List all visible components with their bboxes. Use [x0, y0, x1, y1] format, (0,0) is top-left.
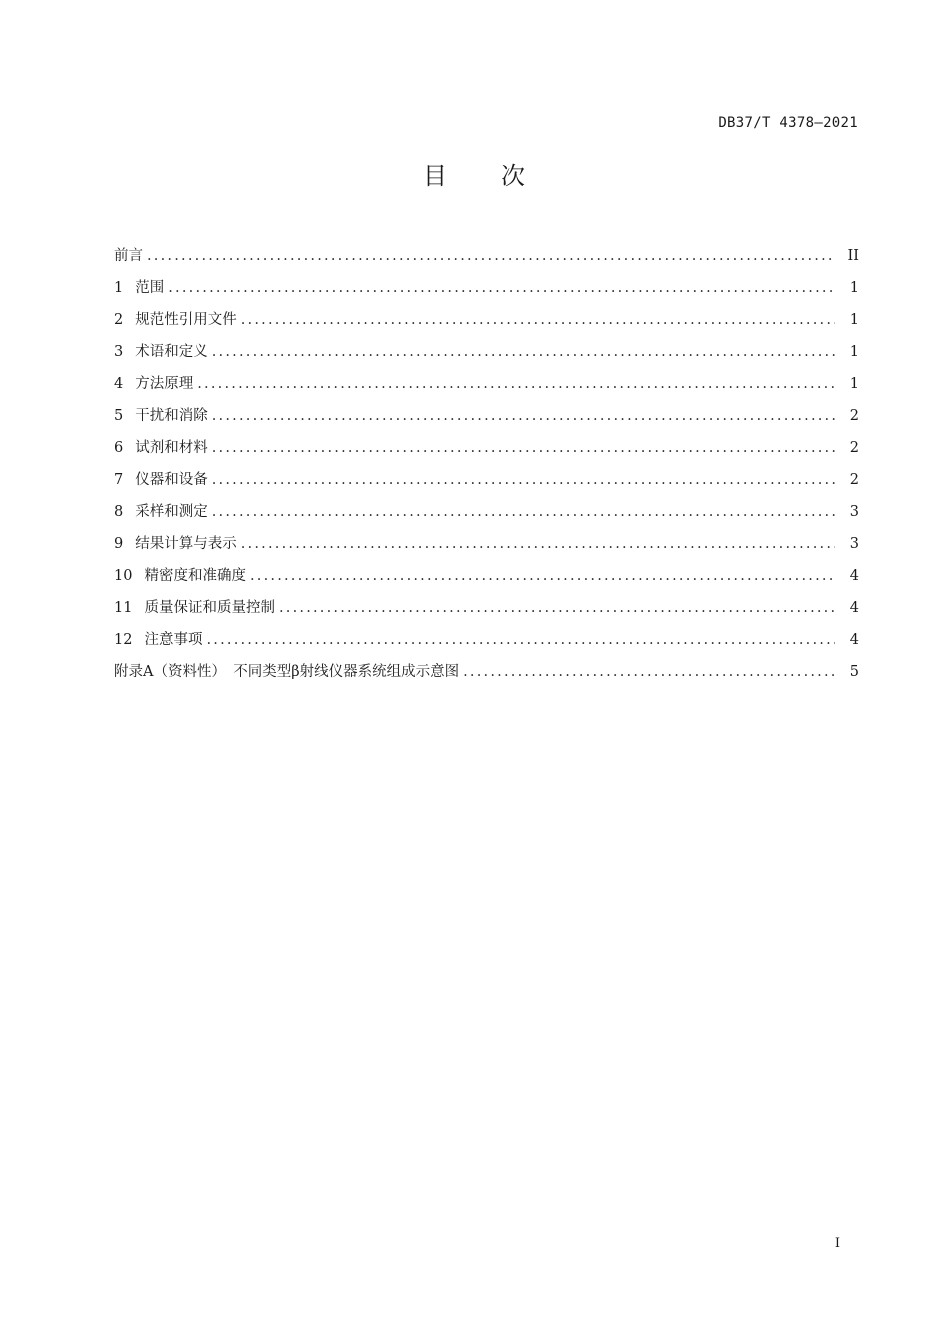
toc-entry-foreword[interactable] [114, 244, 859, 276]
toc-page-number: 3 [849, 504, 859, 520]
toc-leader [147, 248, 835, 264]
page-number: I [834, 1236, 840, 1251]
toc-label: 附录A（资料性） 不同类型β射线仪器系统组成示意图 [114, 664, 460, 680]
toc-section-number: 8 [114, 504, 124, 520]
toc-leader [168, 280, 835, 296]
toc-label: 试剂和材料 [135, 440, 208, 456]
toc-page-number: 2 [849, 472, 859, 488]
toc-page-number: 1 [849, 312, 859, 328]
toc-page-number: 2 [849, 440, 859, 456]
toc-leader [212, 440, 835, 456]
toc-section-number: 12 [114, 632, 133, 648]
toc-page-number: 1 [849, 344, 859, 360]
toc-section-number: 10 [114, 568, 133, 584]
toc-leader [206, 632, 835, 648]
toc-page-number: 3 [849, 536, 859, 552]
toc-label: 前言 [114, 248, 143, 264]
toc-page-number: 2 [849, 408, 859, 424]
toc-entry-1[interactable] [114, 276, 859, 308]
toc-leader [250, 568, 835, 584]
toc-label: 术语和定义 [135, 344, 208, 360]
toc-leader [212, 408, 835, 424]
toc-entry-10[interactable] [114, 564, 859, 596]
toc-label: 精密度和准确度 [144, 568, 246, 584]
toc-label: 注意事项 [144, 632, 203, 648]
toc-entry-5[interactable] [114, 404, 859, 436]
toc-label: 方法原理 [135, 376, 194, 392]
toc-leader [241, 536, 835, 552]
toc-page-number: 1 [849, 280, 859, 296]
toc-section-number: 11 [114, 600, 133, 616]
toc-page-number: II [847, 248, 859, 264]
toc-section-number: 5 [114, 408, 124, 424]
toc-leader [197, 376, 835, 392]
toc-leader [212, 472, 835, 488]
table-of-contents [114, 244, 859, 692]
toc-entry-4[interactable] [114, 372, 859, 404]
toc-section-number: 2 [114, 312, 124, 328]
toc-entry-appendix-a[interactable] [114, 660, 859, 692]
toc-section-number: 6 [114, 440, 124, 456]
toc-label: 仪器和设备 [135, 472, 208, 488]
toc-section-number: 7 [114, 472, 124, 488]
toc-page-number: 4 [849, 600, 859, 616]
toc-page-number: 1 [849, 376, 859, 392]
toc-leader [463, 664, 835, 680]
document-code: DB37/T 4378—2021 [718, 115, 858, 131]
toc-section-number: 9 [114, 536, 124, 552]
toc-label: 结果计算与表示 [135, 536, 237, 552]
toc-label: 范围 [135, 280, 165, 296]
toc-entry-7[interactable] [114, 468, 859, 500]
toc-section-number: 4 [114, 376, 124, 392]
page-title: 目 次 [423, 162, 527, 190]
toc-leader [212, 344, 835, 360]
toc-label: 干扰和消除 [135, 408, 208, 424]
toc-leader [279, 600, 835, 616]
toc-label: 规范性引用文件 [135, 312, 237, 328]
toc-entry-6[interactable] [114, 436, 859, 468]
toc-label: 质量保证和质量控制 [144, 600, 275, 616]
toc-entry-2[interactable] [114, 308, 859, 340]
toc-section-number: 1 [114, 280, 124, 296]
toc-entry-3[interactable] [114, 340, 859, 372]
toc-page-number: 4 [849, 632, 859, 648]
toc-leader [212, 504, 835, 520]
toc-section-number: 3 [114, 344, 124, 360]
toc-label: 采样和测定 [135, 504, 208, 520]
toc-entry-9[interactable] [114, 532, 859, 564]
toc-entry-8[interactable] [114, 500, 859, 532]
toc-leader [241, 312, 835, 328]
toc-page-number: 5 [849, 664, 859, 680]
toc-entry-12[interactable] [114, 628, 859, 660]
toc-entry-11[interactable] [114, 596, 859, 628]
toc-page-number: 4 [849, 568, 859, 584]
